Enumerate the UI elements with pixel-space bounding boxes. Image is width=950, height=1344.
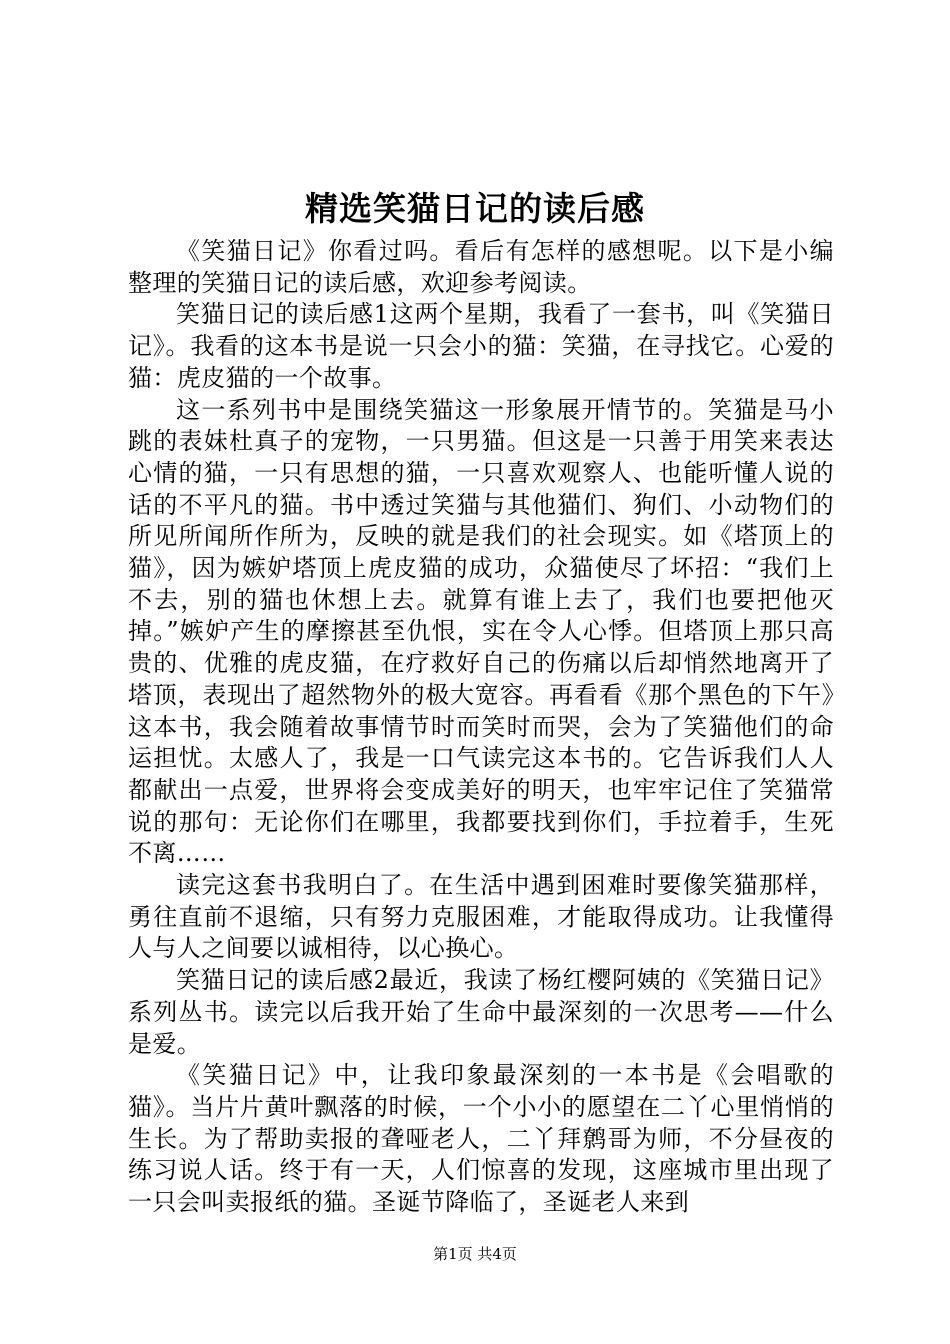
paragraph: 笑猫日记的读后感2最近，我读了杨红樱阿姨的《笑猫日记》系列丛书。读完以后我开始了生命中最深刻的一次思考——什么是爱。	[128, 966, 834, 1058]
document-body	[128, 236, 834, 1219]
paragraph: 读完这套书我明白了。在生活中遇到困难时要像笑猫那样，勇往直前不退缩，只有努力克服困难，才能取得成功。让我懂得人与人之间要以诚相待，以心换心。	[128, 871, 834, 963]
document-title: 精选笑猫日记的读后感	[305, 189, 645, 228]
paragraph: 笑猫日记的读后感1这两个星期，我看了一套书，叫《笑猫日记》。我看的这本书是说一只会小的猫：笑猫，在寻找它。心爱的猫：虎皮猫的一个故事。	[128, 300, 834, 392]
paragraph: 这一系列书中是围绕笑猫这一形象展开情节的。笑猫是马小跳的表妹杜真子的宠物，一只男猫。但这是一只善于用笑来表达心情的猫，一只有思想的猫，一只喜欢观察人、也能听懂人说的话的不平凡的猫。书中透过笑猫与其他猫们、狗们、小动物们的所见所闻所作所为，反映的就是我们的社会现实。如《塔顶上的猫》，因为嫉妒塔顶上虎皮猫的成功，众猫使尽了坏招：“我们上不去，别的猫也休想上去。就算有谁上去了，我们也要把他灭掉。”嫉妒产生的摩擦甚至仇恨，实在令人心悸。但塔顶上那只高贵的、优雅的虎皮猫，在疗救好自己的伤痛以后却悄然地离开了塔顶，表现出了超然物外的极大宽容。再看看《那个黑色的下午》这本书，我会随着故事情节时而笑时而哭，会为了笑猫他们的命运担忧。太感人了，我是一口气读完这本书的。它告诉我们人人都献出一点爱，世界将会变成美好的明天，也牢牢记住了笑猫常说的那句：无论你们在哪里，我都要找到你们，手拉着手，生死不离……	[128, 395, 834, 868]
paragraph: 《笑猫日记》你看过吗。看后有怎样的感想呢。以下是小编整理的笑猫日记的读后感，欢迎参考阅读。	[128, 237, 834, 297]
paragraph: 《笑猫日记》中，让我印象最深刻的一本书是《会唱歌的猫》。当片片黄叶飘落的时候，一个小小的愿望在二丫心里悄悄的生长。为了帮助卖报的聋哑老人，二丫拜鹩哥为师，不分昼夜的练习说人话。终于有一天，人们惊喜的发现，这座城市里出现了一只会叫卖报纸的猫。圣诞节降临了，圣诞老人来到	[128, 1061, 834, 1217]
page-footer: 第1页 共4页	[433, 1245, 517, 1263]
